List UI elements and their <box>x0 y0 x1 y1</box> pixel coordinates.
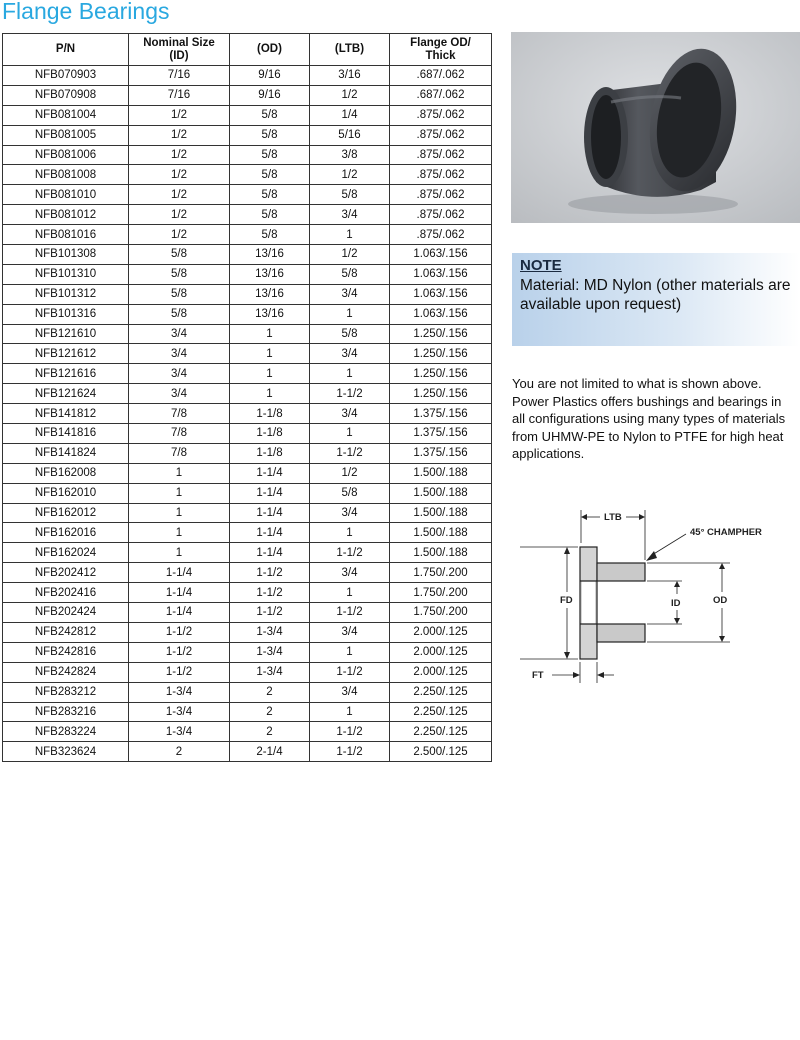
cell-part-number: NFB121612 <box>3 344 129 364</box>
cell-od: 1 <box>230 364 310 384</box>
cell-part-number: NFB081006 <box>3 145 129 165</box>
flange-bearings-table <box>2 33 492 762</box>
cell-part-number: NFB081004 <box>3 105 129 125</box>
cell-od: 1-3/4 <box>230 622 310 642</box>
cell-nominal-size-id: 1 <box>129 503 230 523</box>
cell-nominal-size-id: 7/8 <box>129 443 230 463</box>
cell-nominal-size-id: 7/16 <box>129 85 230 105</box>
cell-flange-od-thick: 1.063/.156 <box>390 245 492 265</box>
cell-part-number: NFB101316 <box>3 304 129 324</box>
cell-part-number: NFB283212 <box>3 682 129 702</box>
table-row <box>3 622 492 642</box>
cell-nominal-size-id: 5/8 <box>129 284 230 304</box>
cell-part-number: NFB081016 <box>3 225 129 245</box>
table-body <box>3 66 492 762</box>
cell-nominal-size-id: 3/4 <box>129 344 230 364</box>
cell-part-number: NFB202412 <box>3 563 129 583</box>
cell-ltb: 5/8 <box>310 324 390 344</box>
cell-od: 1-1/4 <box>230 483 310 503</box>
cell-ltb: 1-1/2 <box>310 742 390 762</box>
page-title: Flange Bearings <box>2 0 170 24</box>
flange-bearing-image <box>511 32 800 223</box>
table-row <box>3 483 492 503</box>
table-row <box>3 105 492 125</box>
cell-part-number: NFB081010 <box>3 185 129 205</box>
table-header-row <box>3 34 492 66</box>
cell-ltb: 1 <box>310 523 390 543</box>
cell-flange-od-thick: 1.500/.188 <box>390 483 492 503</box>
cell-ltb: 3/4 <box>310 205 390 225</box>
cell-od: 1-1/4 <box>230 503 310 523</box>
cell-flange-od-thick: .687/.062 <box>390 66 492 86</box>
cell-od: 5/8 <box>230 225 310 245</box>
cell-nominal-size-id: 1/2 <box>129 145 230 165</box>
table-row <box>3 603 492 623</box>
cell-ltb: 1 <box>310 642 390 662</box>
table-row <box>3 145 492 165</box>
cell-part-number: NFB121610 <box>3 324 129 344</box>
cell-nominal-size-id: 2 <box>129 742 230 762</box>
cell-od: 13/16 <box>230 304 310 324</box>
cell-nominal-size-id: 1-1/2 <box>129 642 230 662</box>
cell-od: 2 <box>230 722 310 742</box>
cell-flange-od-thick: .875/.062 <box>390 185 492 205</box>
table-row <box>3 563 492 583</box>
table-row <box>3 543 492 563</box>
chamfer-label: 45° CHAMPHER <box>690 527 762 538</box>
cell-nominal-size-id: 1-1/2 <box>129 662 230 682</box>
table-row <box>3 284 492 304</box>
table-row <box>3 324 492 344</box>
cell-od: 2 <box>230 682 310 702</box>
cell-part-number: NFB141812 <box>3 404 129 424</box>
table-row <box>3 304 492 324</box>
cell-nominal-size-id: 1 <box>129 523 230 543</box>
cell-od: 2 <box>230 702 310 722</box>
cell-nominal-size-id: 5/8 <box>129 304 230 324</box>
cell-ltb: 1-1/2 <box>310 662 390 682</box>
cell-part-number: NFB070903 <box>3 66 129 86</box>
cell-flange-od-thick: 1.375/.156 <box>390 443 492 463</box>
cell-part-number: NFB070908 <box>3 85 129 105</box>
cell-od: 9/16 <box>230 66 310 86</box>
cell-nominal-size-id: 3/4 <box>129 364 230 384</box>
cell-flange-od-thick: 1.750/.200 <box>390 583 492 603</box>
cell-nominal-size-id: 1 <box>129 483 230 503</box>
cell-nominal-size-id: 1/2 <box>129 185 230 205</box>
cell-nominal-size-id: 3/4 <box>129 324 230 344</box>
cell-flange-od-thick: 1.375/.156 <box>390 424 492 444</box>
cell-nominal-size-id: 1/2 <box>129 165 230 185</box>
cell-ltb: 5/8 <box>310 264 390 284</box>
cell-od: 13/16 <box>230 245 310 265</box>
cell-flange-od-thick: 1.500/.188 <box>390 503 492 523</box>
cell-od: 1-1/8 <box>230 424 310 444</box>
fd-label: FD <box>560 595 573 606</box>
note-body: Material: MD Nylon (other materials are available upon request) <box>520 277 791 313</box>
cell-ltb: 5/8 <box>310 185 390 205</box>
cell-nominal-size-id: 7/8 <box>129 404 230 424</box>
cell-flange-od-thick: 2.250/.125 <box>390 702 492 722</box>
header-nominal-size: Nominal Size (ID) <box>129 34 230 66</box>
cell-od: 1 <box>230 324 310 344</box>
table-row <box>3 642 492 662</box>
od-label: OD <box>713 595 728 606</box>
cell-part-number: NFB162016 <box>3 523 129 543</box>
cell-flange-od-thick: 1.500/.188 <box>390 543 492 563</box>
table-row <box>3 742 492 762</box>
cell-od: 1-1/8 <box>230 404 310 424</box>
cell-flange-od-thick: .875/.062 <box>390 145 492 165</box>
table-row <box>3 702 492 722</box>
cell-nominal-size-id: 1-1/4 <box>129 603 230 623</box>
cell-flange-od-thick: 1.750/.200 <box>390 563 492 583</box>
cell-od: 5/8 <box>230 205 310 225</box>
cell-nominal-size-id: 1-1/4 <box>129 563 230 583</box>
cell-od: 5/8 <box>230 185 310 205</box>
cell-od: 1-3/4 <box>230 662 310 682</box>
cell-part-number: NFB242812 <box>3 622 129 642</box>
cell-flange-od-thick: 1.063/.156 <box>390 284 492 304</box>
cell-part-number: NFB141824 <box>3 443 129 463</box>
cell-od: 13/16 <box>230 284 310 304</box>
cell-od: 1-1/2 <box>230 583 310 603</box>
cell-nominal-size-id: 3/4 <box>129 384 230 404</box>
cell-part-number: NFB081005 <box>3 125 129 145</box>
cell-ltb: 1/2 <box>310 85 390 105</box>
cell-flange-od-thick: .875/.062 <box>390 225 492 245</box>
table-row <box>3 722 492 742</box>
table-row <box>3 125 492 145</box>
cell-flange-od-thick: 2.500/.125 <box>390 742 492 762</box>
cell-od: 1-3/4 <box>230 642 310 662</box>
cell-od: 1-1/4 <box>230 463 310 483</box>
cell-nominal-size-id: 1-1/2 <box>129 622 230 642</box>
table-row <box>3 443 492 463</box>
cell-od: 1 <box>230 344 310 364</box>
cell-nominal-size-id: 1 <box>129 543 230 563</box>
cell-part-number: NFB242824 <box>3 662 129 682</box>
cell-part-number: NFB141816 <box>3 424 129 444</box>
cell-ltb: 3/4 <box>310 344 390 364</box>
header-ltb: (LTB) <box>310 34 390 66</box>
cell-nominal-size-id: 1-3/4 <box>129 722 230 742</box>
cell-ltb: 1 <box>310 225 390 245</box>
cell-flange-od-thick: 1.375/.156 <box>390 404 492 424</box>
cell-flange-od-thick: 1.250/.156 <box>390 344 492 364</box>
table-row <box>3 463 492 483</box>
cell-ltb: 1-1/2 <box>310 722 390 742</box>
cell-nominal-size-id: 5/8 <box>129 264 230 284</box>
cell-flange-od-thick: 1.500/.188 <box>390 463 492 483</box>
cell-od: 2-1/4 <box>230 742 310 762</box>
cell-nominal-size-id: 1/2 <box>129 225 230 245</box>
cell-part-number: NFB121624 <box>3 384 129 404</box>
table-row <box>3 344 492 364</box>
cell-ltb: 5/16 <box>310 125 390 145</box>
cell-flange-od-thick: 1.063/.156 <box>390 304 492 324</box>
cell-ltb: 1-1/2 <box>310 384 390 404</box>
cell-ltb: 5/8 <box>310 483 390 503</box>
cell-nominal-size-id: 1 <box>129 463 230 483</box>
cell-od: 1 <box>230 384 310 404</box>
cell-ltb: 1-1/2 <box>310 603 390 623</box>
table-row <box>3 523 492 543</box>
cell-od: 5/8 <box>230 145 310 165</box>
header-pn: P/N <box>3 34 129 66</box>
cell-flange-od-thick: 2.000/.125 <box>390 622 492 642</box>
table-row <box>3 185 492 205</box>
id-label: ID <box>671 598 681 609</box>
note-title: NOTE <box>520 257 562 274</box>
cell-flange-od-thick: 1.250/.156 <box>390 324 492 344</box>
description-text: You are not limited to what is shown above. Power Plastics offers bushings and bearings in all configurations using many types of materials from UHMW-PE to Nylon to PTFE for high heat applications. <box>512 376 786 461</box>
cell-ltb: 3/4 <box>310 563 390 583</box>
cell-part-number: NFB323624 <box>3 742 129 762</box>
table-row <box>3 165 492 185</box>
cell-od: 1-1/2 <box>230 563 310 583</box>
cell-part-number: NFB101312 <box>3 284 129 304</box>
table-row <box>3 384 492 404</box>
cell-part-number: NFB081012 <box>3 205 129 225</box>
cell-part-number: NFB162012 <box>3 503 129 523</box>
cell-nominal-size-id: 1-3/4 <box>129 702 230 722</box>
cell-od: 1-1/4 <box>230 523 310 543</box>
header-flange-od-thick: Flange OD/ Thick <box>390 34 492 66</box>
cell-flange-od-thick: 2.250/.125 <box>390 682 492 702</box>
product-photo <box>511 32 800 223</box>
bushing-wall-top <box>597 563 645 581</box>
cell-flange-od-thick: 1.500/.188 <box>390 523 492 543</box>
cell-nominal-size-id: 7/16 <box>129 66 230 86</box>
cell-ltb: 3/4 <box>310 682 390 702</box>
cell-flange-od-thick: 2.000/.125 <box>390 642 492 662</box>
cell-part-number: NFB242816 <box>3 642 129 662</box>
table-row <box>3 682 492 702</box>
cell-ltb: 1/4 <box>310 105 390 125</box>
cell-ltb: 1 <box>310 304 390 324</box>
cell-flange-od-thick: 1.250/.156 <box>390 384 492 404</box>
cell-ltb: 1/2 <box>310 165 390 185</box>
cell-nominal-size-id: 1/2 <box>129 105 230 125</box>
cell-part-number: NFB121616 <box>3 364 129 384</box>
cell-part-number: NFB202416 <box>3 583 129 603</box>
cell-ltb: 1/2 <box>310 245 390 265</box>
header-od: (OD) <box>230 34 310 66</box>
table-row <box>3 404 492 424</box>
cell-part-number: NFB283216 <box>3 702 129 722</box>
cell-flange-od-thick: .687/.062 <box>390 85 492 105</box>
cell-flange-od-thick: .875/.062 <box>390 165 492 185</box>
cell-part-number: NFB162008 <box>3 463 129 483</box>
dimension-drawing <box>520 505 790 685</box>
cell-nominal-size-id: 1-3/4 <box>129 682 230 702</box>
cell-nominal-size-id: 7/8 <box>129 424 230 444</box>
cell-part-number: NFB202424 <box>3 603 129 623</box>
cell-part-number: NFB162010 <box>3 483 129 503</box>
cell-ltb: 1 <box>310 424 390 444</box>
cell-ltb: 3/4 <box>310 284 390 304</box>
cell-ltb: 3/4 <box>310 404 390 424</box>
cell-ltb: 1 <box>310 583 390 603</box>
note-box <box>512 253 800 346</box>
cell-od: 5/8 <box>230 165 310 185</box>
table-row <box>3 264 492 284</box>
ft-label: FT <box>532 670 544 681</box>
cell-od: 13/16 <box>230 264 310 284</box>
cell-flange-od-thick: .875/.062 <box>390 125 492 145</box>
cell-ltb: 1-1/2 <box>310 543 390 563</box>
table-row <box>3 424 492 444</box>
cell-od: 1-1/8 <box>230 443 310 463</box>
cell-nominal-size-id: 5/8 <box>129 245 230 265</box>
cell-ltb: 1-1/2 <box>310 443 390 463</box>
cell-od: 9/16 <box>230 85 310 105</box>
table-row <box>3 245 492 265</box>
cell-flange-od-thick: 1.063/.156 <box>390 264 492 284</box>
table-row <box>3 225 492 245</box>
cell-part-number: NFB101310 <box>3 264 129 284</box>
cell-part-number: NFB162024 <box>3 543 129 563</box>
cell-ltb: 3/4 <box>310 622 390 642</box>
cell-flange-od-thick: 2.250/.125 <box>390 722 492 742</box>
cell-flange-od-thick: 1.750/.200 <box>390 603 492 623</box>
cell-part-number: NFB283224 <box>3 722 129 742</box>
table-row <box>3 66 492 86</box>
cell-ltb: 3/8 <box>310 145 390 165</box>
table-row <box>3 364 492 384</box>
bushing-wall-bottom <box>597 624 645 642</box>
cell-flange-od-thick: .875/.062 <box>390 205 492 225</box>
cell-flange-od-thick: 2.000/.125 <box>390 662 492 682</box>
cell-od: 5/8 <box>230 105 310 125</box>
cell-ltb: 1/2 <box>310 463 390 483</box>
bearing-dimension-diagram <box>520 505 790 685</box>
table-row <box>3 503 492 523</box>
cell-ltb: 1 <box>310 702 390 722</box>
table-row <box>3 205 492 225</box>
cell-part-number: NFB101308 <box>3 245 129 265</box>
table-row <box>3 583 492 603</box>
cell-od: 1-1/2 <box>230 603 310 623</box>
cell-ltb: 3/16 <box>310 66 390 86</box>
cell-part-number: NFB081008 <box>3 165 129 185</box>
cell-od: 5/8 <box>230 125 310 145</box>
ltb-label: LTB <box>604 512 622 523</box>
cell-od: 1-1/4 <box>230 543 310 563</box>
table-row <box>3 662 492 682</box>
cell-flange-od-thick: 1.250/.156 <box>390 364 492 384</box>
table-row <box>3 85 492 105</box>
cell-ltb: 3/4 <box>310 503 390 523</box>
cell-nominal-size-id: 1/2 <box>129 205 230 225</box>
cell-nominal-size-id: 1-1/4 <box>129 583 230 603</box>
cell-ltb: 1 <box>310 364 390 384</box>
cell-nominal-size-id: 1/2 <box>129 125 230 145</box>
cell-flange-od-thick: .875/.062 <box>390 105 492 125</box>
